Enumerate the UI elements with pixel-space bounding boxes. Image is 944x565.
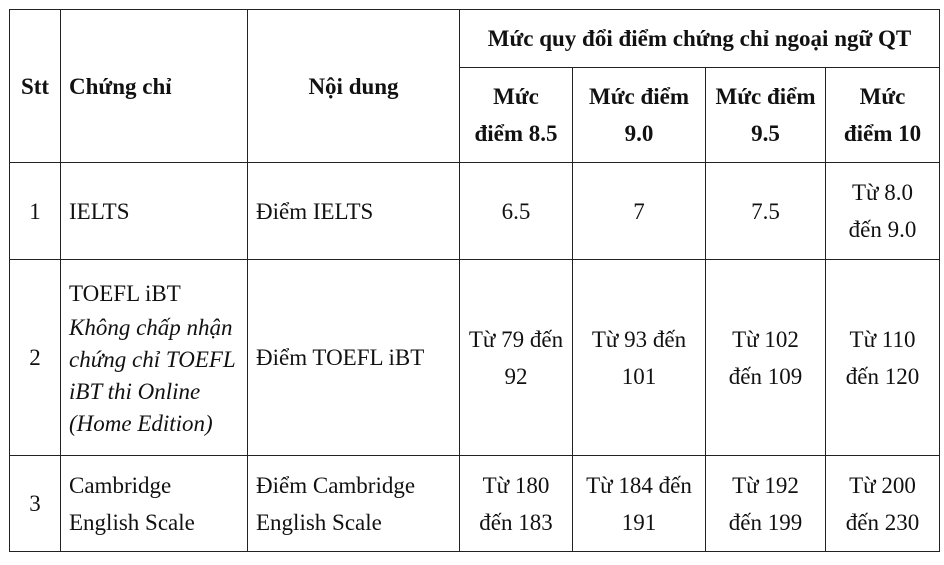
row-certificate: TOEFL iBT — [69, 281, 181, 306]
row-certificate-note: Không chấp nhận chứng chỉ TOEFL iBT thi Online (Home Edition) — [69, 315, 236, 436]
row-value-level-8-5: Từ 79 đến 92 — [460, 260, 573, 456]
row-content: Điểm Cambridge English Scale — [248, 456, 460, 552]
row-stt: 1 — [10, 163, 61, 260]
row-value-level-9-0: Từ 184 đến 191 — [573, 456, 706, 552]
header-level-10: Mức điểm 10 — [826, 68, 940, 163]
header-level-9-0: Mức điểm 9.0 — [573, 68, 706, 163]
row-certificate-cell — [61, 260, 248, 456]
row-value-level-8-5: Từ 180 đến 183 — [460, 456, 573, 552]
score-conversion-table — [9, 9, 940, 552]
row-value-level-10: Từ 200 đến 230 — [826, 456, 940, 552]
header-conversion-group: Mức quy đổi điểm chứng chỉ ngoại ngữ QT — [460, 10, 940, 68]
row-content: Điểm TOEFL iBT — [248, 260, 460, 456]
header-level-8-5: Mức điểm 8.5 — [460, 68, 573, 163]
row-value-level-9-5: 7.5 — [706, 163, 826, 260]
row-stt: 3 — [10, 456, 61, 552]
row-certificate: IELTS — [61, 163, 248, 260]
row-value-level-9-0: Từ 93 đến 101 — [573, 260, 706, 456]
header-level-9-5: Mức điểm 9.5 — [706, 68, 826, 163]
header-content: Nội dung — [248, 10, 460, 163]
header-row-top — [10, 10, 940, 68]
row-value-level-9-5: Từ 102 đến 109 — [706, 260, 826, 456]
row-value-level-9-5: Từ 192 đến 199 — [706, 456, 826, 552]
row-value-level-9-0: 7 — [573, 163, 706, 260]
row-content: Điểm IELTS — [248, 163, 460, 260]
table-row — [10, 163, 940, 260]
row-certificate: Cambridge English Scale — [61, 456, 248, 552]
row-value-level-10: Từ 8.0 đến 9.0 — [826, 163, 940, 260]
table-row — [10, 456, 940, 552]
row-stt: 2 — [10, 260, 61, 456]
row-value-level-10: Từ 110 đến 120 — [826, 260, 940, 456]
header-stt: Stt — [10, 10, 61, 163]
table-row — [10, 260, 940, 456]
header-certificate: Chứng chỉ — [61, 10, 248, 163]
row-value-level-8-5: 6.5 — [460, 163, 573, 260]
